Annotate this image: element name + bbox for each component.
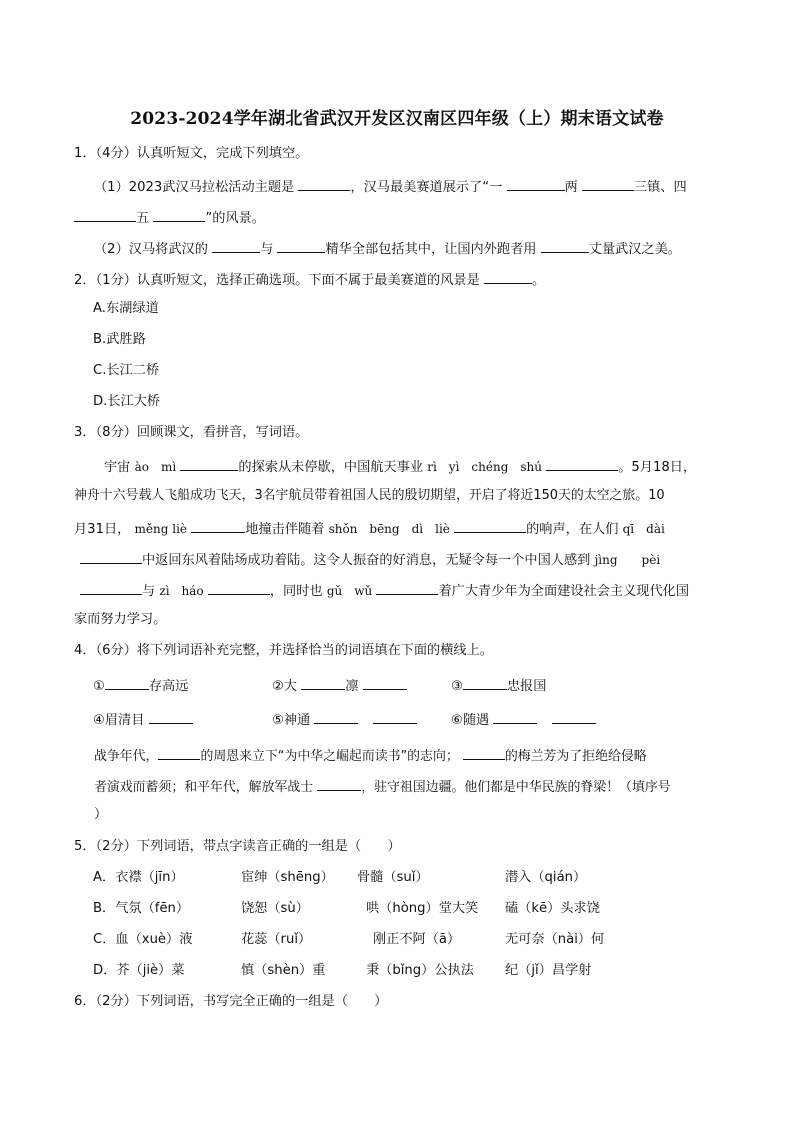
question-1-line-2: 五 ”的风景。 <box>74 207 265 228</box>
blank[interactable] <box>507 176 565 191</box>
blank[interactable] <box>541 238 589 253</box>
blank[interactable] <box>301 675 345 690</box>
q5-option-c-word-2: 花蕊（ruǐ） <box>241 932 312 947</box>
blank[interactable] <box>493 709 537 724</box>
question-4-stem: 4．（6分）将下列词语补充完整，并选择恰当的词语填在下面的横线上。 <box>74 643 493 658</box>
blank[interactable] <box>105 675 149 690</box>
blank[interactable] <box>314 709 358 724</box>
blank[interactable] <box>546 456 618 471</box>
word-item-3: ③ 忠报国 <box>451 675 546 696</box>
blank[interactable] <box>158 745 200 760</box>
question-1-line-1: （1）2023武汉马拉松活动主题是 ，汉马最美赛道展示了“一 两 三镇、四 <box>94 176 687 197</box>
q5-option-c-word-4: 无可奈（nài）何 <box>505 932 605 947</box>
q5-option-b-word-4: 磕（kē）头求饶 <box>505 901 600 916</box>
question-2-option-b[interactable]: B.武胜路 <box>93 332 146 347</box>
q5-option-d-word-4: 纪（jǐ）昌学射 <box>505 963 592 978</box>
question-3-line-6: 家而努力学习。 <box>74 612 167 627</box>
blank[interactable] <box>149 709 193 724</box>
blank[interactable] <box>191 518 245 533</box>
q5-option-b-word-2: 饶恕（sù） <box>241 901 309 916</box>
blank[interactable] <box>317 776 361 791</box>
question-1-line-3: （2）汉马将武汉的 与 精华全部包括其中，让国内外跑者用 丈量武汉之美。 <box>94 238 681 259</box>
blank[interactable] <box>373 709 417 724</box>
question-3-line-1: 宇宙 ào mì 的探索从未停歇，中国航天事业 rì yì chéng shú 。5月18日， <box>104 456 696 477</box>
blank[interactable] <box>80 549 142 564</box>
question-2-option-a[interactable]: A.东湖绿道 <box>93 301 159 316</box>
blank[interactable] <box>153 207 205 222</box>
question-4-sentence-3: ） <box>94 807 108 822</box>
blank[interactable] <box>582 176 634 191</box>
q5-option-a-word-4: 潜入（qián） <box>505 870 587 885</box>
blank[interactable] <box>363 675 407 690</box>
q5-option-a-word-3: 骨髓（suǐ） <box>357 870 429 885</box>
question-4-sentence-2: 者演戏而蓄须；和平年代，解放军战士 ，驻守祖国边疆。他们都是中华民族的脊梁！（填序号 <box>94 776 671 797</box>
question-3-line-5: 与 zì háo ，同时也 gǔ wǔ 着广大青少年为全面建设社会主义现代化国 <box>80 580 689 601</box>
word-item-5: ⑤神通 <box>272 709 417 730</box>
word-item-4: ④眉清目 <box>93 709 193 730</box>
blank[interactable] <box>298 176 350 191</box>
question-2-stem: 2．（1分）认真听短文，选择正确选项。下面不属于最美赛道的风景是 。 <box>74 269 545 290</box>
question-3-line-2: 神舟十六号载人飞船成功飞天，3名宇航员带着祖国人民的殷切期望，开启了将近150天的太空之旅。10 <box>74 488 665 503</box>
blank[interactable] <box>484 269 532 284</box>
question-1-stem: 1．（4分）认真听短文，完成下列填空。 <box>74 146 309 161</box>
blank[interactable] <box>212 238 260 253</box>
blank[interactable] <box>552 709 596 724</box>
q5-option-b-word-1[interactable]: B．气氛（fēn） <box>93 901 190 916</box>
q5-option-b-word-3: 哄（hòng）堂大笑 <box>366 901 479 916</box>
page-title: 2023-2024学年湖北省武汉开发区汉南区四年级（上）期末语文试卷 <box>130 109 664 129</box>
q5-option-d-word-1[interactable]: D．芥（jiè）菜 <box>93 963 185 978</box>
blank[interactable] <box>463 675 507 690</box>
word-item-2: ②大 凛 <box>272 675 407 696</box>
blank[interactable] <box>80 580 142 595</box>
question-3-line-3: 月31日， měng liè 地撞击伴随着 shǒn bēng dì liè 的响声，在人们 qī dài <box>74 518 665 539</box>
blank[interactable] <box>277 238 325 253</box>
blank[interactable] <box>454 518 526 533</box>
q5-option-a-word-1[interactable]: A．衣襟（jīn） <box>93 870 184 885</box>
q5-option-c-word-1[interactable]: C．血（xuè）液 <box>93 932 193 947</box>
q5-option-d-word-3: 秉（bǐng）公执法 <box>366 963 474 978</box>
question-2-option-c[interactable]: C.长江二桥 <box>93 363 160 378</box>
blank[interactable] <box>180 456 238 471</box>
question-6-stem: 6．（2分）下列词语，书写完全正确的一组是（ ） <box>74 994 388 1009</box>
word-item-1: ① 存高远 <box>93 675 188 696</box>
blank[interactable] <box>376 580 438 595</box>
question-5-stem: 5．（2分）下列词语，带点字读音正确的一组是（ ） <box>74 839 401 854</box>
q5-option-c-word-3: 刚正不阿（ā） <box>373 932 461 947</box>
word-item-6: ⑥随遇 <box>451 709 596 730</box>
question-2-option-d[interactable]: D.长江大桥 <box>93 394 161 409</box>
blank[interactable] <box>74 207 136 222</box>
question-3-line-4: 中返回东风着陆场成功着陆。这令人振奋的好消息，无疑令每一个中国人感到 jìng pèi <box>80 549 660 570</box>
question-3-stem: 3．（8分）回顾课文，看拼音，写词语。 <box>74 425 309 440</box>
q5-option-d-word-2: 慎（shèn）重 <box>241 963 326 978</box>
blank[interactable] <box>208 580 270 595</box>
q5-option-a-word-2: 宦绅（shēng） <box>241 870 334 885</box>
blank[interactable] <box>463 745 505 760</box>
question-4-sentence-1: 战争年代， 的周恩来立下“为中华之崛起而读书”的志向； 的梅兰芳为了拒绝给侵略 <box>94 745 647 766</box>
